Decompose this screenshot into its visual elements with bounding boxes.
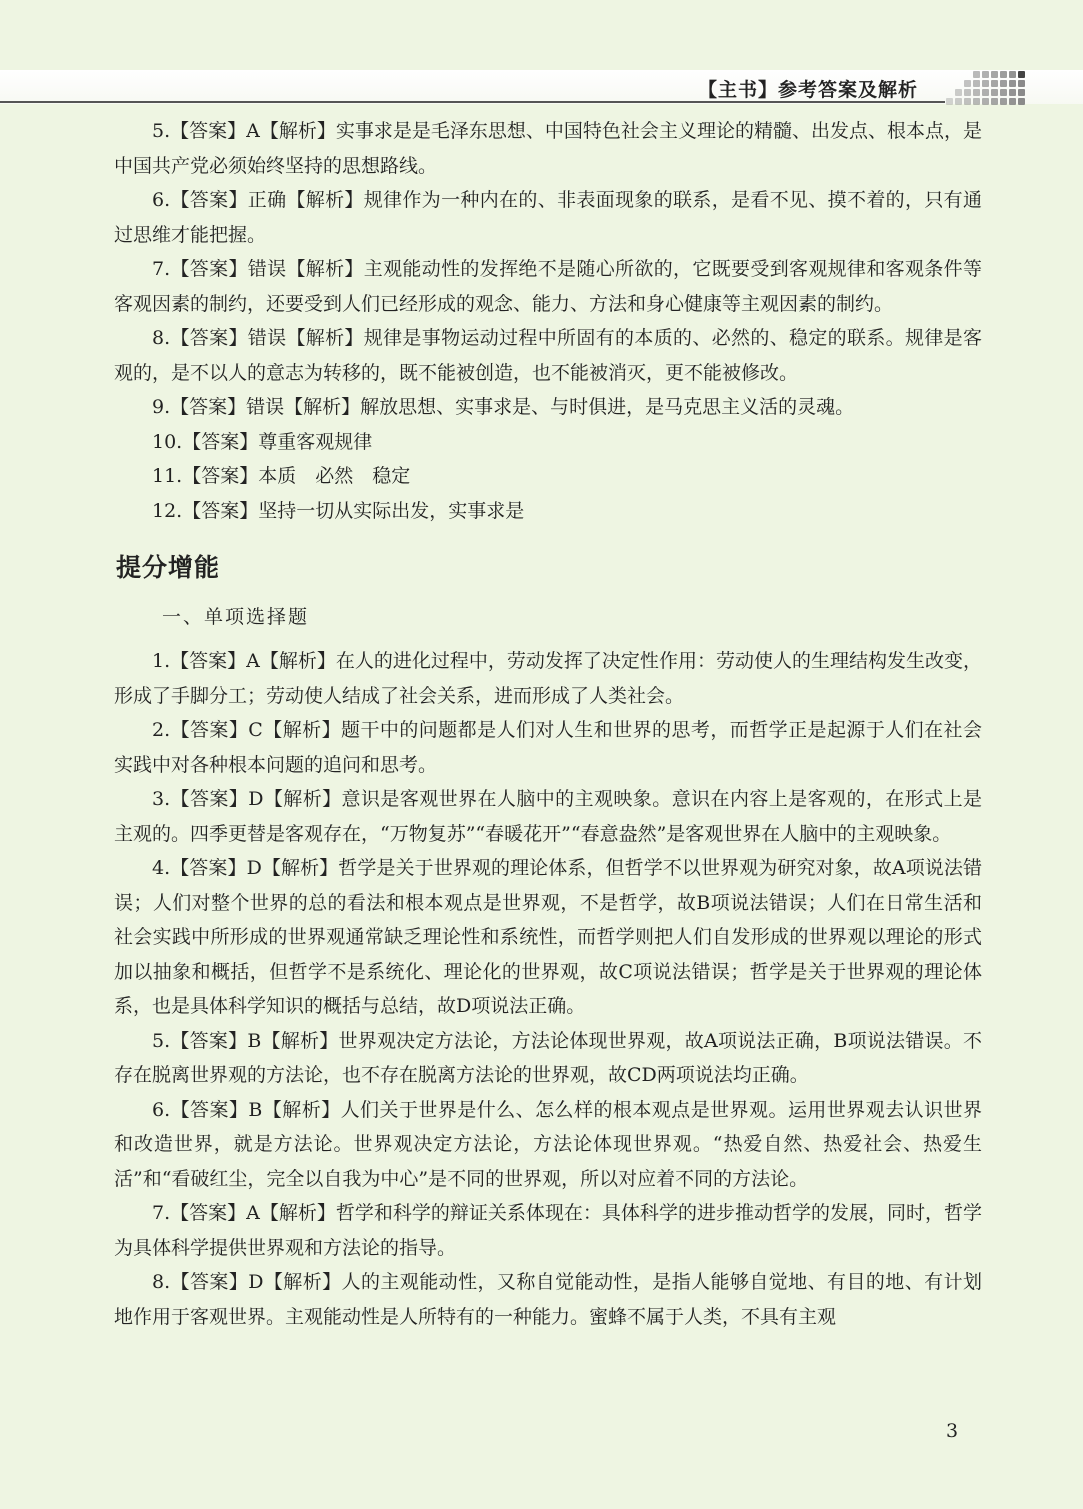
answers-block-2 <box>114 644 982 1334</box>
header-dot <box>1009 80 1016 87</box>
sub-section-title: 一、单项选择题 <box>162 606 310 628</box>
header-dot <box>973 80 980 87</box>
short-answer: 11.【答案】本质 必然 稳定 <box>152 465 411 487</box>
header-dot <box>991 71 998 78</box>
header-dot <box>982 80 989 87</box>
header-dot <box>991 80 998 87</box>
header-dot <box>973 98 980 105</box>
answer-paragraph: 6.【答案】正确【解析】规律作为一种内在的、非表面现象的联系，是看不见、摸不着的，只有通过思维才能把握。 <box>114 189 982 246</box>
header-dot <box>1000 80 1007 87</box>
header-dot <box>982 98 989 105</box>
answer-paragraph: 9.【答案】错误【解析】解放思想、实事求是、与时俱进，是马克思主义活的灵魂。 <box>152 396 855 418</box>
header-dot <box>1000 98 1007 105</box>
header-dot <box>1009 71 1016 78</box>
header-dot <box>964 89 971 96</box>
decorative-dot-grid <box>946 71 1036 105</box>
header-dot <box>1018 89 1025 96</box>
header-dot <box>955 98 962 105</box>
short-answer: 12.【答案】坚持一切从实际出发，实事求是 <box>152 499 525 522</box>
answers-block-1 <box>114 114 982 528</box>
answer-paragraph: 4.【答案】D【解析】哲学是关于世界观的理论体系，但哲学不以世界观为研究对象，故A项说法错误；人们对整个世界的总的看法和根本观点是世界观，不是哲学，故B项说法错误；人们在日常生活和社会实践中所形成的世界观通常缺乏理论性和系统性，而哲学则把人们自发形成的世界观以理论的形式加以抽象和概括，但哲学不是系统化、理论化的世界观，故C项说法错误；哲学是关于世界观的理论体系，也是具体科学知识的概括与总结，故D项说法正确。 <box>114 857 982 1017</box>
section-title: 提分增能 <box>116 553 221 582</box>
header-dot <box>964 98 971 105</box>
answer-paragraph: 6.【答案】B【解析】人们关于世界是什么、怎么样的根本观点是世界观。运用世界观去认识世界和改造世界，就是方法论。世界观决定方法论，方法论体现世界观。“热爱自然、热爱社会、热爱生活”和“看破红尘，完全以自我为中心”是不同的世界观，所以对应着不同的方法论。 <box>114 1098 982 1190</box>
header-dot <box>964 80 971 87</box>
header-dot <box>973 71 980 78</box>
answer-paragraph: 8.【答案】错误【解析】规律是事物运动过程中所固有的本质的、必然的、稳定的联系。规律是客观的，是不以人的意志为转移的，既不能被创造，也不能被消灭，更不能被修改。 <box>114 327 982 384</box>
header-dot <box>991 98 998 105</box>
header-dot <box>1018 80 1025 87</box>
answer-paragraph: 8.【答案】D【解析】人的主观能动性，又称自觉能动性，是指人能够自觉地、有目的地、有计划地作用于客观世界。主观能动性是人所特有的一种能力。蜜蜂不属于人类，不具有主观 <box>114 1271 982 1328</box>
page-number: 3 <box>946 1420 959 1442</box>
header-dot <box>955 89 962 96</box>
running-header-title: 【主书】参考答案及解析 <box>697 79 918 101</box>
answer-paragraph: 7.【答案】错误【解析】主观能动性的发挥绝不是随心所欲的，它既要受到客观规律和客观条件等客观因素的制约，还要受到人们已经形成的观念、能力、方法和身心健康等主观因素的制约。 <box>114 258 982 315</box>
header-dot <box>982 89 989 96</box>
header-dot <box>1009 98 1016 105</box>
short-answer: 10.【答案】尊重客观规律 <box>152 430 373 453</box>
header-band <box>0 70 1083 104</box>
page-content <box>114 114 982 1334</box>
answer-paragraph: 1.【答案】A【解析】在人的进化过程中，劳动发挥了决定性作用：劳动使人的生理结构发生改变，形成了手脚分工；劳动使人结成了社会关系，进而形成了人类社会。 <box>114 650 982 707</box>
answer-paragraph: 3.【答案】D【解析】意识是客观世界在人脑中的主观映象。意识在内容上是客观的，在形式上是主观的。四季更替是客观存在，“万物复苏”“春暖花开”“春意盎然”是客观世界在人脑中的主观映象。 <box>114 788 982 845</box>
header-dot <box>1018 98 1025 105</box>
answer-paragraph: 5.【答案】A【解析】实事求是是毛泽东思想、中国特色社会主义理论的精髓、出发点、根本点，是中国共产党必须始终坚持的思想路线。 <box>114 120 982 177</box>
header-dot <box>1018 71 1025 78</box>
header-dot <box>1000 71 1007 78</box>
header-dot <box>973 89 980 96</box>
header-dot <box>1009 89 1016 96</box>
header-dot <box>946 98 953 105</box>
answer-paragraph: 7.【答案】A【解析】哲学和科学的辩证关系体现在：具体科学的进步推动哲学的发展，同时，哲学为具体科学提供世界观和方法论的指导。 <box>114 1202 982 1259</box>
header-dot <box>982 71 989 78</box>
header-dot <box>991 89 998 96</box>
answer-paragraph: 2.【答案】C【解析】题干中的问题都是人们对人生和世界的思考，而哲学正是起源于人们在社会实践中对各种根本问题的追问和思考。 <box>114 719 982 776</box>
answer-paragraph: 5.【答案】B【解析】世界观决定方法论，方法论体现世界观，故A项说法正确，B项说法错误。不存在脱离世界观的方法论，也不存在脱离方法论的世界观，故CD两项说法均正确。 <box>114 1029 982 1086</box>
header-dot <box>1000 89 1007 96</box>
